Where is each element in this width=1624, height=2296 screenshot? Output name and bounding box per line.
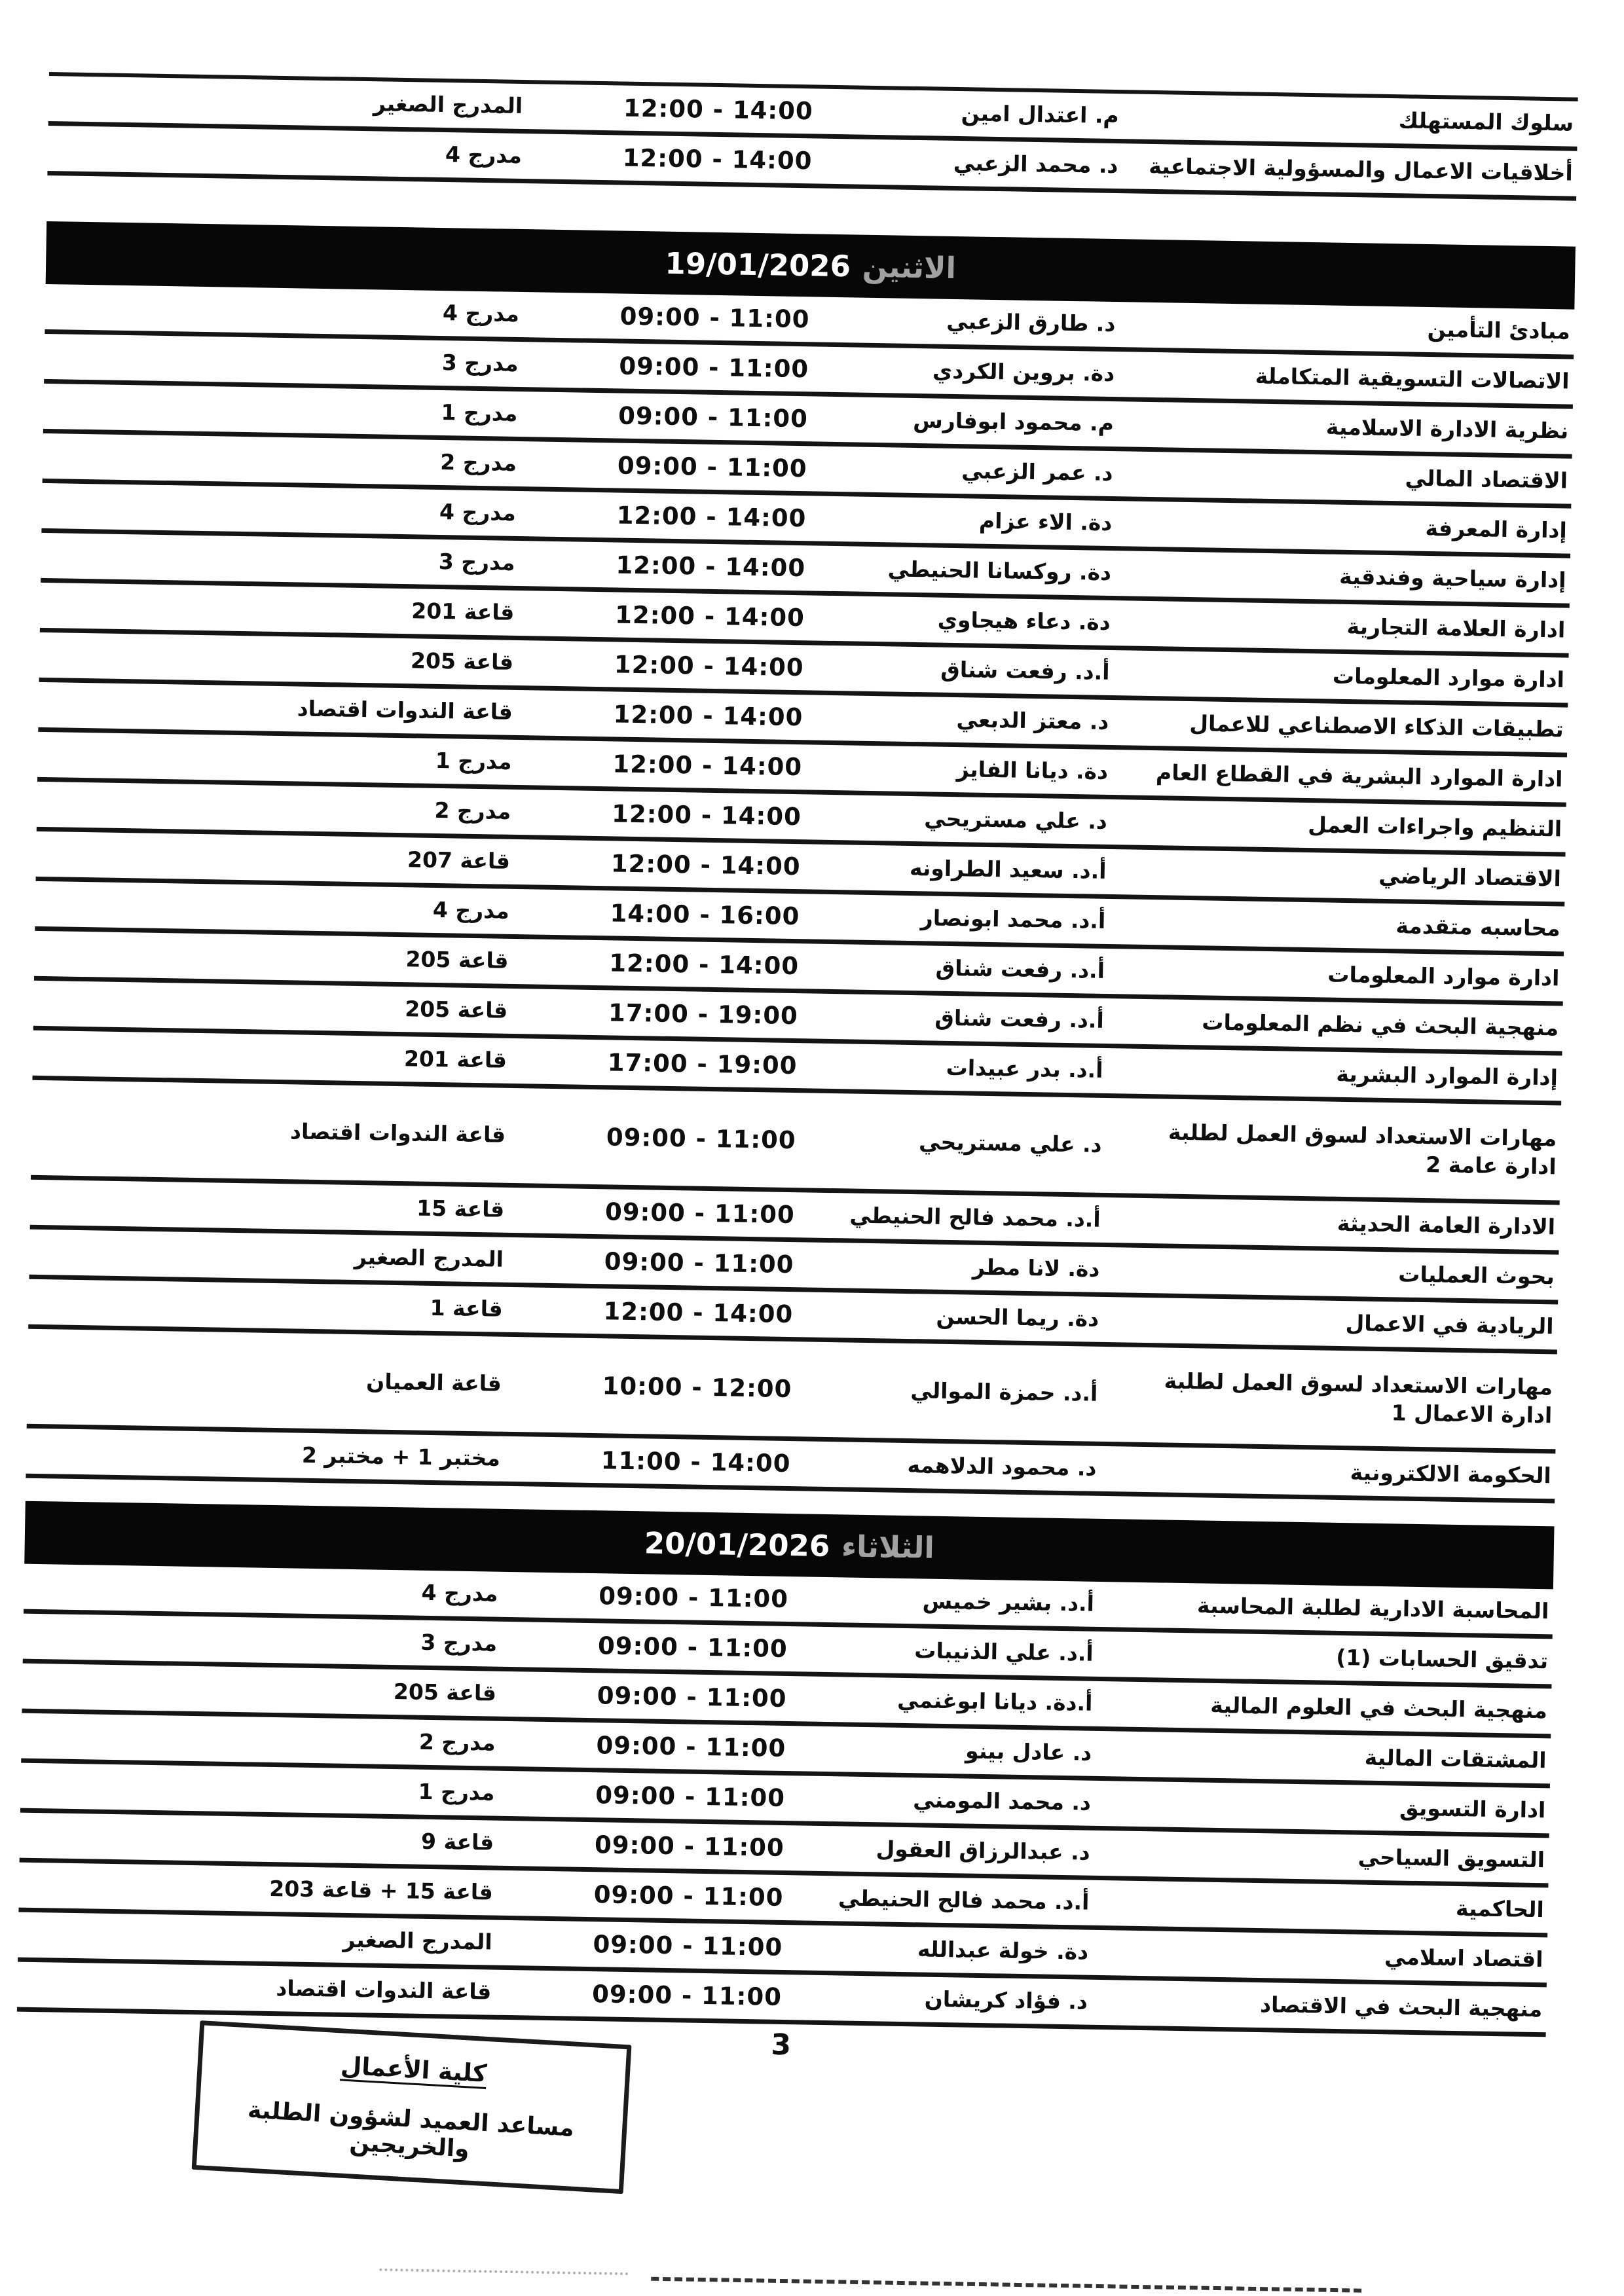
course-name: الريادية في الاعمال [1345,1310,1554,1339]
instructor-name: د. علي مستريحي [918,1129,1102,1158]
room-name: مدرج 2 [418,1729,496,1757]
instructor-name: د. عمر الزعبي [961,458,1113,486]
room-name: مدرج 1 [441,399,518,427]
room-name: قاعة الندوات اقتصاد [276,1975,492,2005]
course-name: سلوك المستهلك [1398,107,1574,136]
exam-time: 09:00 - 11:00 [617,451,807,483]
room-name: مختبر 1 + مختبر 2 [301,1442,501,1472]
exam-time: 12:00 - 14:00 [614,650,804,682]
exam-time: 09:00 - 11:00 [594,1830,785,1862]
room-name: قاعة 15 + قاعة 203 [269,1876,494,1905]
room-name: مدرج 4 [432,897,510,924]
instructor-name: م. اعتدال امين [961,100,1119,129]
course-name: الحاكمية [1455,1895,1545,1923]
instructor-name: م. محمود ابوفارس [912,407,1115,437]
scan-artifact-line [651,2277,1361,2293]
instructor-name: أ.د. رفعت شناق [934,1004,1105,1034]
room-name: قاعة 201 [403,1046,507,1074]
instructor-name: أ.د. محمد ابونصار [920,905,1106,934]
scanned-sheet [16,72,1578,2163]
exam-time: 09:00 - 11:00 [606,1123,796,1154]
instructor-name: دة. ريما الحسن [936,1303,1099,1332]
date-label: 19/01/2026 [665,246,851,283]
instructor-name: أ.دة. ديانا ابوغنمي [896,1687,1093,1717]
instructor-name: دة. بروين الكردي [932,357,1115,387]
course-name: ادارة موارد المعلومات [1332,663,1565,693]
instructor-name: أ.د. بدر عبيدات [946,1055,1103,1084]
stamp-faculty-name: كلية الأعمال [340,2050,488,2088]
room-name: قاعة 207 [407,847,511,875]
room-name: مدرج 1 [418,1779,495,1806]
exam-time: 12:00 - 14:00 [610,849,801,881]
exam-time: 17:00 - 19:00 [608,998,799,1030]
room-name: قاعة 201 [411,598,515,626]
course-name: مهارات الاستعداد لسوق العمل لطلبة ادارة الاعمال 1 [1164,1368,1553,1428]
room-name: قاعة 9 [420,1829,494,1856]
instructor-name: أ.د. محمد فالح الحنيطي [849,1202,1101,1233]
exam-time: 09:00 - 11:00 [595,1781,786,1812]
exam-time: 09:00 - 11:00 [597,1631,788,1663]
exam-time: 09:00 - 11:00 [593,1880,784,1912]
exam-time: 12:00 - 14:00 [614,600,805,632]
room-name: مدرج 3 [420,1630,498,1657]
room-name: قاعة 205 [404,996,508,1024]
course-name: أخلاقيات الاعمال والمسؤولية الاجتماعية [1149,153,1574,186]
exam-time: 09:00 - 11:00 [619,352,809,384]
instructor-name: أ.د. بشير خميس [922,1588,1095,1617]
exam-time: 09:00 - 11:00 [604,1197,796,1229]
page-number: 3 [770,2028,792,2062]
weekday-label: الثلاثاء [841,1528,935,1565]
room-name: مدرج 4 [445,141,523,169]
exam-time: 12:00 - 14:00 [622,143,813,175]
exam-time: 12:00 - 14:00 [609,949,800,980]
exam-time: 09:00 - 11:00 [597,1681,787,1713]
course-name: الاقتصاد المالي [1405,465,1568,494]
course-name: ادارة التسويق [1399,1795,1546,1823]
room-name: مدرج 3 [438,549,515,576]
stamp-office-title: مساعد العميد لشؤون الطلبة والخريجين [247,2096,575,2163]
room-name: مدرج 1 [435,748,512,775]
room-name: المدرج الصغير [354,1244,504,1273]
faculty-stamp [192,2020,632,2194]
exam-time: 09:00 - 11:00 [596,1731,786,1762]
course-name: التنظيم واجراءات العمل [1308,812,1562,842]
course-name: منهجية البحث في نظم المعلومات [1202,1009,1559,1041]
exam-time: 12:00 - 14:00 [603,1297,794,1328]
room-name: قاعة 205 [393,1679,497,1707]
exam-time: 10:00 - 12:00 [602,1372,792,1403]
instructor-name: د. معتز الدبعي [956,706,1109,735]
room-name: قاعة 205 [405,946,509,974]
instructor-name: دة. دعاء هيجاوي [937,606,1111,636]
instructor-name: د. طارق الزعبي [946,308,1116,337]
instructor-name: أ.د. رفعت شناق [940,657,1110,685]
course-name: منهجية البحث في العلوم المالية [1209,1692,1548,1724]
exam-time: 09:00 - 11:00 [598,1582,789,1613]
date-label: 20/01/2026 [644,1525,830,1563]
exam-time: 17:00 - 19:00 [607,1048,798,1080]
course-name: التسويق السياحي [1357,1844,1545,1873]
instructor-name: دة. خولة عبدالله [917,1936,1089,1965]
exam-time: 12:00 - 14:00 [611,799,802,831]
exam-time: 09:00 - 11:00 [618,401,809,433]
exam-time: 12:00 - 14:00 [616,551,806,583]
room-name: مدرج 3 [441,350,519,377]
course-name: مبادئ التأمين [1427,316,1571,344]
course-name: المحاسبة الادارية لطلبة المحاسبة [1196,1592,1549,1624]
room-name: قاعة العميان [365,1368,502,1397]
room-name: قاعة 205 [410,647,514,676]
instructor-name: د. فؤاد كريشان [924,1986,1088,2015]
exam-time: 12:00 - 14:00 [612,750,803,782]
instructor-name: دة. لانا مطر [972,1254,1100,1283]
instructor-name: أ.د. رفعت شناق [935,955,1105,984]
exam-time: 09:00 - 11:00 [604,1247,794,1279]
course-name: إدارة سياحية وفندقية [1338,564,1566,593]
exam-time: 11:00 - 14:00 [600,1446,791,1478]
room-name: مدرج 4 [442,300,520,327]
instructor-name: د. عبدالرزاق العقول [876,1836,1090,1866]
room-name: مدرج 2 [434,797,511,825]
course-name: تطبيقات الذكاء الاصطناعي للاعمال [1189,710,1564,742]
instructor-name: دة. الاء عزام [978,508,1113,536]
course-name: تدقيق الحسابات (1) [1335,1645,1549,1674]
exam-time: 09:00 - 11:00 [593,1929,783,1961]
course-name: بحوث العمليات [1398,1261,1555,1290]
instructor-name: دة. روكسانا الحنيطي [887,556,1112,586]
course-name: الادارة العامة الحديثة [1337,1211,1556,1240]
course-name: ادارة العلامة التجارية [1346,613,1566,643]
exam-time: 12:00 - 14:00 [623,94,814,126]
room-name: مدرج 4 [439,499,517,526]
room-name: المدرج الصغير [342,1927,492,1955]
instructor-name: د. محمود الدلاهمه [907,1452,1097,1482]
course-name: ادارة الموارد البشرية في القطاع العام [1155,759,1563,792]
course-name: ادارة موارد المعلومات [1327,961,1560,991]
instructor-name: د. علي مستريحي [924,805,1108,835]
instructor-name: د. عادل بينو [965,1738,1092,1766]
course-name: إدارة المعرفة [1425,515,1568,543]
room-name: مدرج 2 [440,449,517,477]
course-name: الحكومة الالكترونية [1350,1459,1552,1489]
exam-time: 09:00 - 11:00 [619,302,810,334]
course-name: نظرية الادارة الاسلامية [1325,414,1569,444]
exam-time: 12:00 - 14:00 [613,700,803,732]
exam-time: 09:00 - 11:00 [591,1979,783,2011]
course-name: الاقتصاد الرياضي [1378,863,1562,892]
room-name: مدرج 4 [421,1580,498,1607]
instructor-name: أ.د. محمد فالح الحنيطي [838,1885,1090,1916]
course-name: المشتقات المالية [1364,1745,1547,1774]
scan-artifact-line [379,2269,628,2275]
instructor-name: أ.د. سعيد الطراونه [909,855,1107,884]
room-name: قاعة الندوات اقتصاد [297,695,513,725]
course-name: مهارات الاستعداد لسوق العمل لطلبة ادارة عامة 2 [1168,1119,1557,1179]
room-name: المدرج الصغير [373,90,523,119]
instructor-name: دة. ديانا الفايز [956,756,1109,785]
exam-time: 12:00 - 14:00 [616,501,807,533]
instructor-name: أ.د. حمزة الموالي [910,1377,1098,1407]
room-name: قاعة 15 [416,1195,505,1223]
room-name: قاعة الندوات اقتصاد [289,1118,506,1148]
course-name: إدارة الموارد البشرية [1336,1061,1559,1091]
tuesday-table [17,1564,1553,2037]
monday-table [26,284,1574,1503]
weekday-label: الاثنين [862,249,957,285]
instructor-name: د. محمد الزعبي [953,150,1118,179]
course-name: محاسبه متقدمة [1395,913,1560,941]
exam-time: 14:00 - 16:00 [610,899,800,930]
course-name: اقتصاد اسلامي [1384,1944,1543,1973]
instructor-name: د. محمد المومني [912,1787,1092,1816]
instructor-name: أ.د. علي الذنيبات [914,1637,1094,1667]
course-name: منهجية البحث في الاقتصاد [1259,1992,1543,2022]
room-name: قاعة 1 [430,1295,503,1322]
course-name: الاتصالات التسويقية المتكاملة [1255,363,1570,394]
